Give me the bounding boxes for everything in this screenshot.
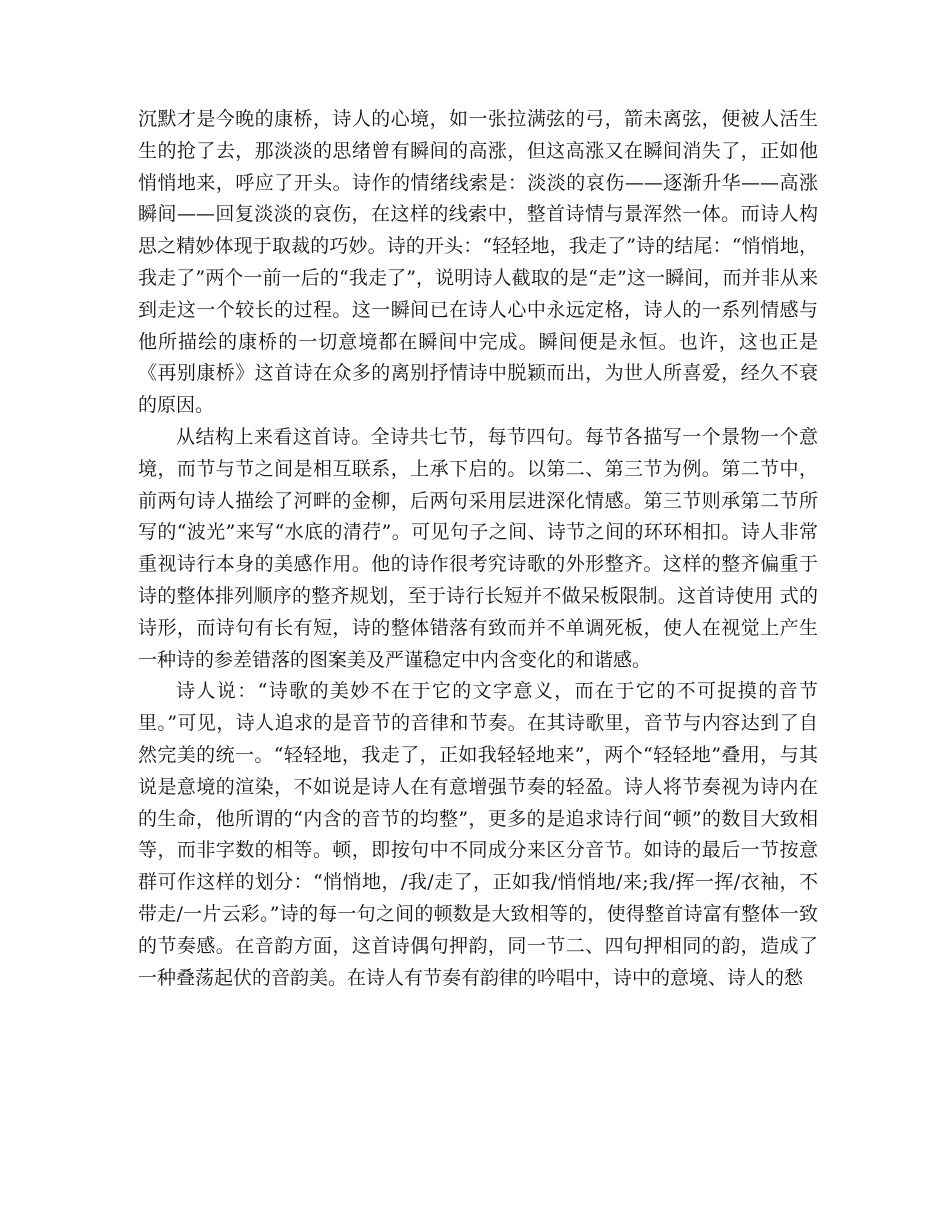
paragraph-1: 沉默才是今晚的康桥，诗人的心境，如一张拉满弦的弓，箭未离弦，便被人活生生的抢了去，那淡淡的思绪曾有瞬间的高涨，但这高涨又在瞬间消失了，正如他悄悄地来，呼应了开头。诗作的情绪线索是：淡淡的哀伤——逐渐升华——高涨瞬间——回复淡淡的哀伤，在这样的线索中，整首诗情与景浑然一体。而诗人构思之精妙体现于取裁的巧妙。诗的开头：“轻轻地，我走了”诗的结尾：“悄悄地，我走了”两个一前一后的“我走了”，说明诗人截取的是“走”这一瞬间，而并非从来到走这一个较长的过程。这一瞬间已在诗人心中永远定格，诗人的一系列情感与他所描绘的康桥的一切意境都在瞬间中完成。瞬间便是永恒。也许，这也正是《再别康桥》这首诗在众多的离别抒情诗中脱颖而出，为世人所喜爱，经久不衰的原因。: [138, 108, 818, 417]
paragraph-3: 诗人说：“诗歌的美妙不在于它的文字意义，而在于它的不可捉摸的音节里。”可见，诗人追求的是音节的音律和节奏。在其诗歌里，音节与内容达到了自然完美的统一。“轻轻地，我走了，正如我轻轻地来”，两个“轻轻地”叠用，与其说是意境的渲染，不如说是诗人在有意增强节奏的轻盈。诗人将节奏视为诗内在的生命，他所谓的“内含的音节的均整”，更多的是追求诗行间“顿”的数目大致相等，而非字数的相等。顿，即按句中不同成分来区分音节。如诗的最后一节按意群可作这样的划分：“悄悄地，/我/走了，正如我/悄悄地/来;我/挥一挥/衣袖，不带走/一片云彩。”诗的每一句之间的顿数是大致相等的，使得整首诗富有整体一致的节奏感。在音韵方面，这首诗偶句押韵，同一节二、四句押相同的韵，造成了一种叠荡起伏的音韵美。在诗人有节奏有韵律的吟唱中，诗中的意境、诗人的愁: [138, 680, 818, 989]
document-page: [138, 104, 818, 994]
paragraph-2: 从结构上来看这首诗。全诗共七节，每节四句。每节各描写一个景物一个意境，而节与节之间是相互联系，上承下启的。以第二、第三节为例。第二节中，前两句诗人描绘了河畔的金柳，后两句采用层进深化情感。第三节则承第二节所写的“波光”来写“水底的清荇”。可见句子之间、诗节之间的环环相扣。诗人非常重视诗行本身的美感作用。他的诗作很考究诗歌的外形整齐。这样的整齐偏重于诗的整体排列顺序的整齐规划，至于诗行长短并不做呆板限制。这首诗使用 式的诗形，而诗句有长有短，诗的整体错落有致而并不单调死板，使人在视觉上产生一种诗的参差错落的图案美及严谨稳定中内含变化的和谐感。: [138, 425, 818, 671]
